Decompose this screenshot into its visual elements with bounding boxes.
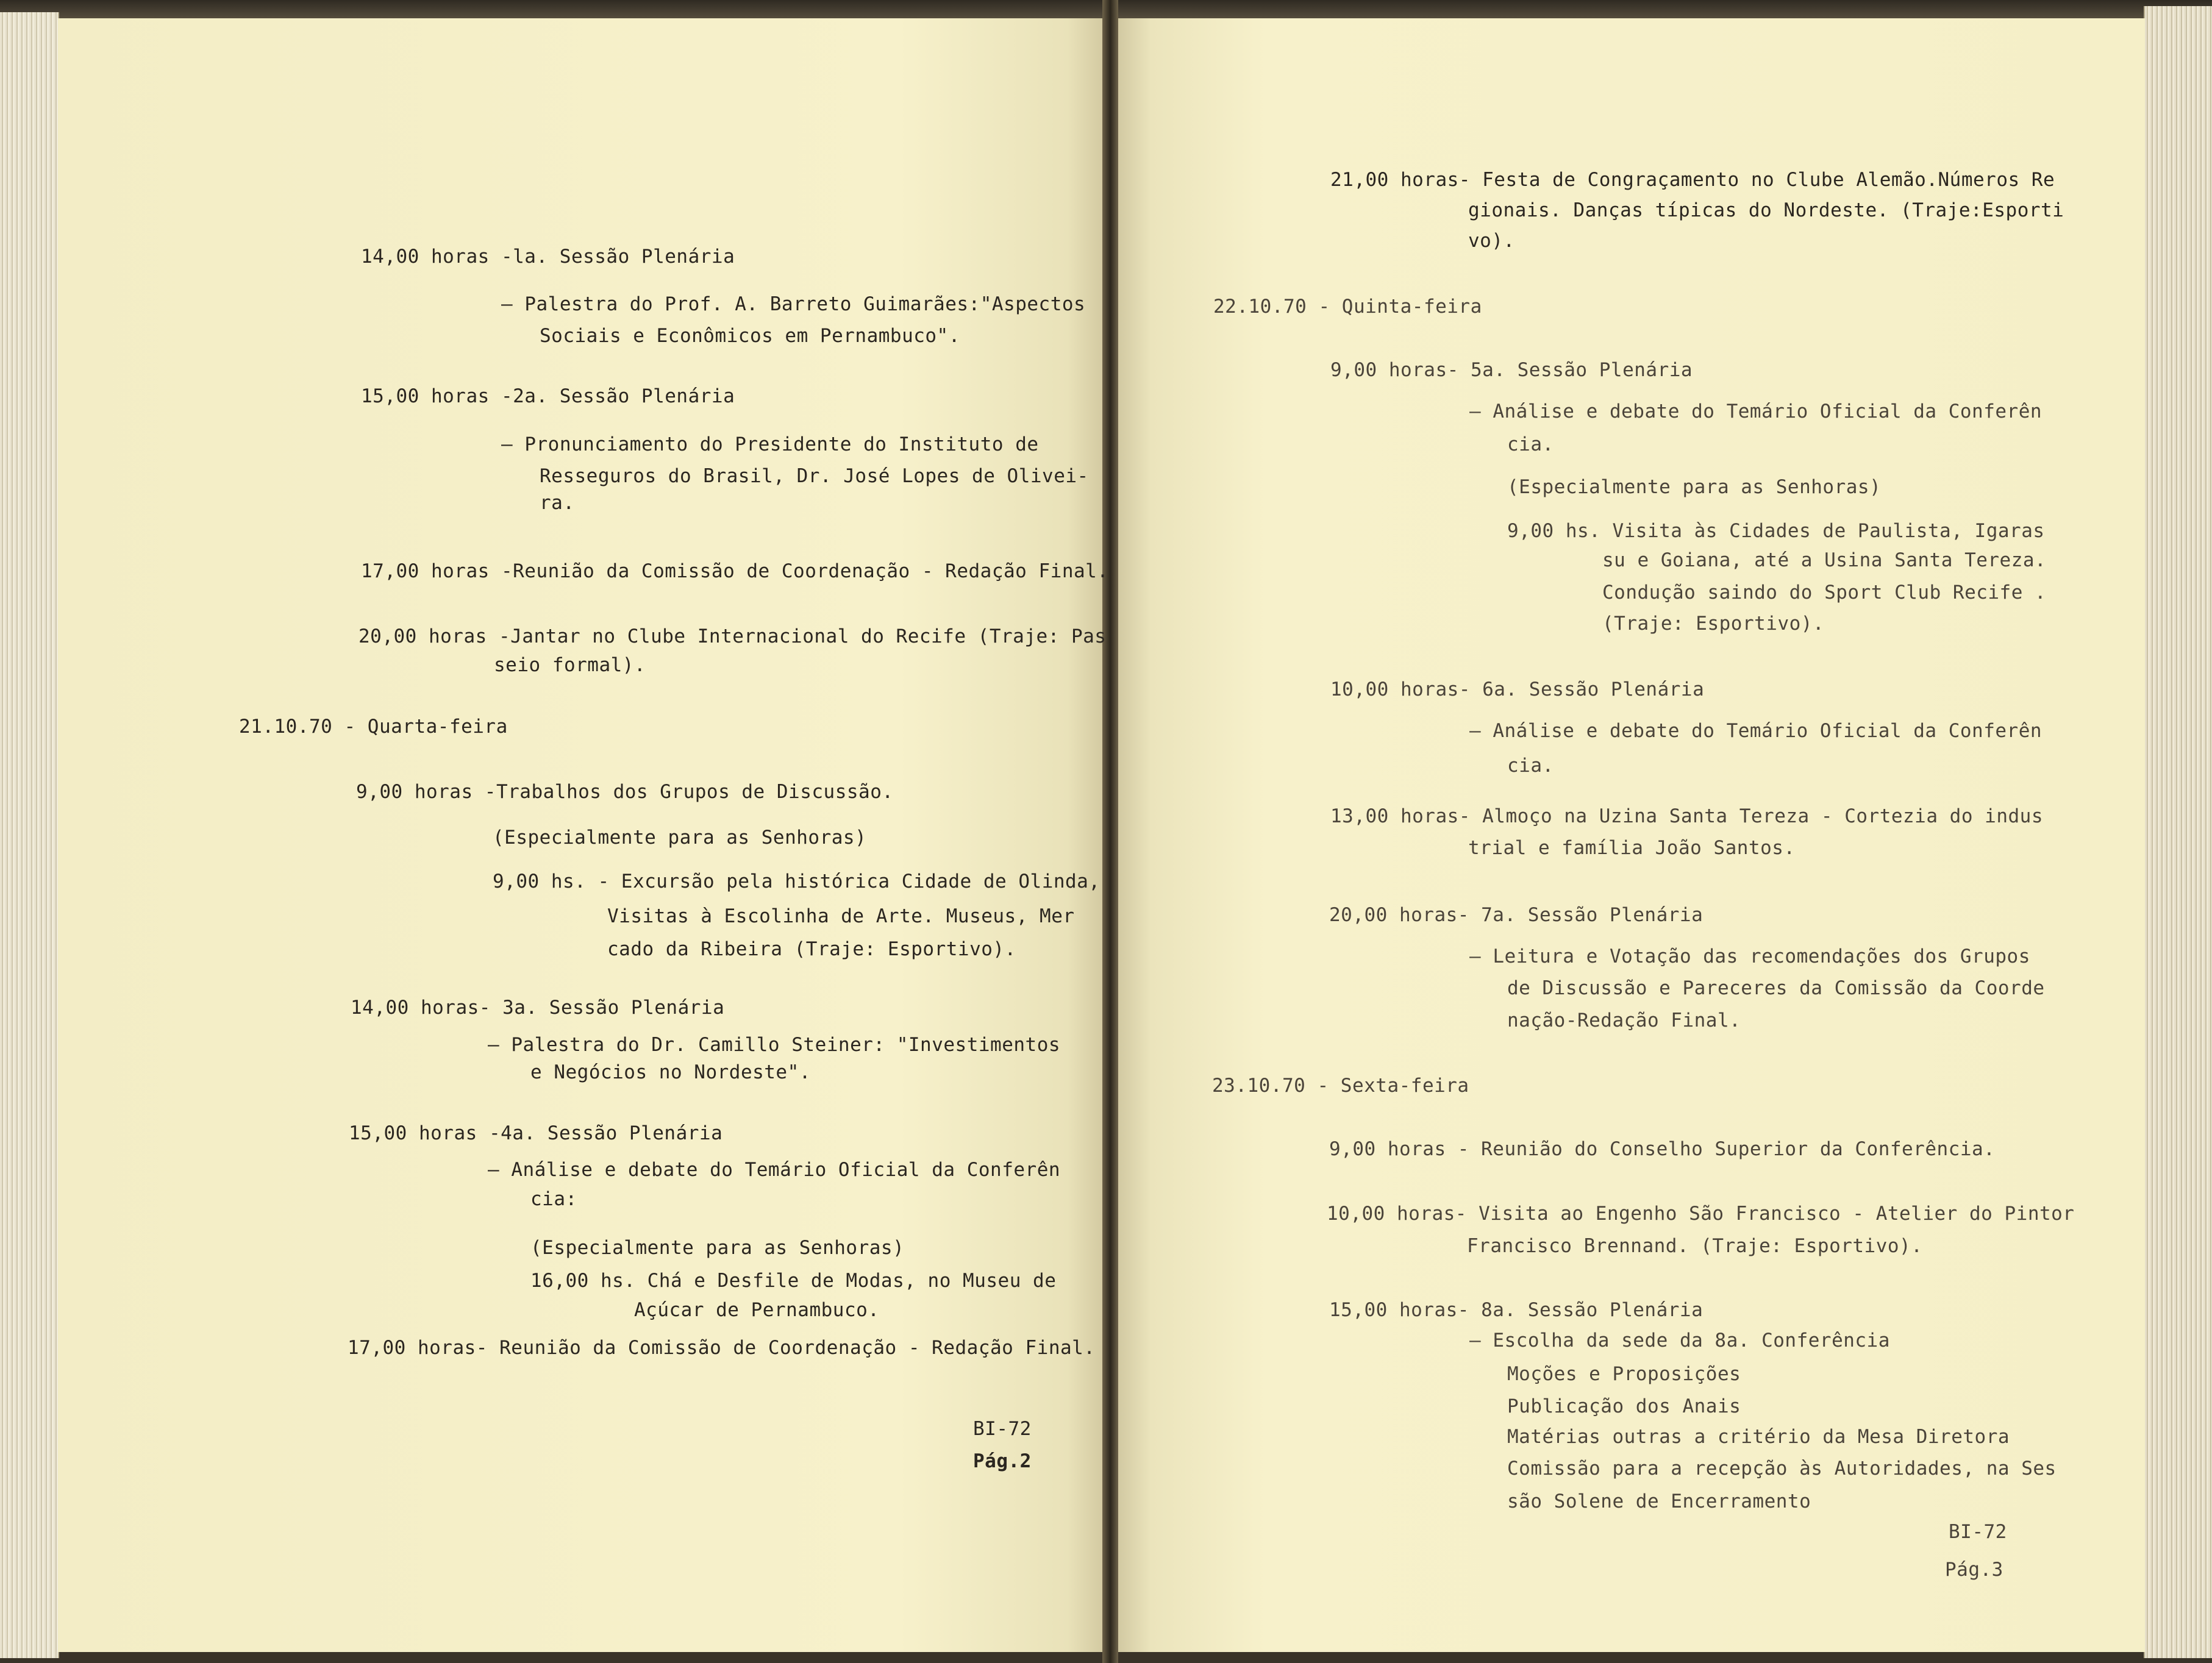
right-line-11: Condução saindo do Sport Club Recife . — [1602, 582, 2047, 604]
right-line-30: Matérias outras a critério da Mesa Diretora — [1507, 1426, 2010, 1448]
left-line-6: Resseguros do Brasil, Dr. José Lopes de Olivei- — [540, 465, 1089, 487]
page-edges-left — [0, 12, 59, 1658]
right-line-21: nação-Redação Final. — [1507, 1010, 1741, 1031]
left-line-13: (Especialmente para as Senhoras) — [493, 827, 867, 849]
right-page-number: Pág.3 — [1945, 1559, 2003, 1581]
right-line-10: su e Goiana, até a Usina Santa Tereza. — [1602, 549, 2047, 571]
right-line-16: 13,00 horas- Almoço na Uzina Santa Tereza - Cortezia do indus — [1330, 805, 2043, 827]
left-line-21: — Análise e debate do Temário Oficial da Conferên — [488, 1159, 1061, 1181]
right-line-19: — Leitura e Votação das recomendações dos Grupos — [1469, 945, 2030, 967]
right-page-code: BI-72 — [1949, 1521, 2007, 1543]
left-line-20: 15,00 horas -4a. Sessão Plenária — [349, 1122, 723, 1144]
right-line-27: — Escolha da sede da 8a. Conferência — [1469, 1330, 1890, 1351]
right-line-32: são Solene de Encerramento — [1507, 1490, 1811, 1512]
right-line-8: (Especialmente para as Senhoras) — [1507, 476, 1882, 498]
right-line-14: — Análise e debate do Temário Oficial da Conferên — [1469, 720, 2043, 742]
right-line-18: 20,00 horas- 7a. Sessão Plenária — [1329, 904, 1704, 926]
left-line-12: 9,00 horas -Trabalhos dos Grupos de Discussão. — [356, 781, 894, 803]
right-line-24: 10,00 horas- Visita ao Engenho São Francisco - Atelier do Pintor — [1327, 1203, 2075, 1225]
right-line-9: 9,00 hs. Visita às Cidades de Paulista, Igaras — [1507, 520, 2045, 542]
right-line-1: 21,00 horas- Festa de Congraçamento no Clube Alemão.Números Re — [1330, 169, 2055, 191]
left-line-2: — Palestra do Prof. A. Barreto Guimarães:"Aspectos — [501, 293, 1086, 315]
left-line-22: cia: — [530, 1188, 577, 1210]
right-line-13: 10,00 horas- 6a. Sessão Plenária — [1330, 678, 1705, 700]
left-line-15: Visitas à Escolinha de Arte. Museus, Mer — [607, 905, 1075, 927]
left-line-26: 17,00 horas- Reunião da Comissão de Coordenação - Redação Final. — [348, 1337, 1096, 1359]
page-edges-right — [2144, 6, 2212, 1658]
left-line-14: 9,00 hs. - Excursão pela histórica Cidade de Olinda, — [493, 871, 1101, 892]
left-line-3: Sociais e Econômicos em Pernambuco". — [540, 325, 960, 347]
right-line-7: cia. — [1507, 433, 1554, 455]
right-line-6: — Análise e debate do Temário Oficial da Conferên — [1469, 401, 2043, 422]
right-line-28: Moções e Proposições — [1507, 1363, 1741, 1385]
right-date-heading-2: 23.10.70 - Sexta-feira — [1212, 1075, 1469, 1097]
right-line-17: trial e família João Santos. — [1468, 837, 1796, 859]
left-line-24: 16,00 hs. Chá e Desfile de Modas, no Museu de — [530, 1270, 1057, 1292]
left-line-1: 14,00 horas -la. Sessão Plenária — [361, 246, 735, 268]
right-line-12: (Traje: Esportivo). — [1602, 613, 1825, 635]
right-line-15: cia. — [1507, 755, 1554, 777]
left-line-5: — Pronunciamento do Presidente do Instituto de — [501, 433, 1039, 455]
right-line-25: Francisco Brennand. (Traje: Esportivo). — [1467, 1235, 1923, 1257]
left-line-9: 20,00 horas -Jantar no Clube Internacional do Recife (Traje: Pas — [359, 625, 1107, 647]
left-line-18: — Palestra do Dr. Camillo Steiner: "Investimentos — [488, 1034, 1061, 1056]
left-line-19: e Negócios no Nordeste". — [530, 1061, 811, 1083]
left-page-number: Pág.2 — [973, 1450, 1032, 1472]
left-page-code: BI-72 — [973, 1418, 1032, 1440]
left-date-heading: 21.10.70 - Quarta-feira — [239, 716, 508, 738]
right-line-23: 9,00 horas - Reunião do Conselho Superior da Conferência. — [1329, 1138, 1996, 1160]
right-date-heading-1: 22.10.70 - Quinta-feira — [1213, 296, 1482, 318]
right-line-20: de Discussão e Pareceres da Comissão da Coorde — [1507, 977, 2045, 999]
book-gutter — [1102, 0, 1118, 1663]
right-line-2: gionais. Danças típicas do Nordeste. (Traje:Esporti — [1468, 199, 2064, 221]
left-line-4: 15,00 horas -2a. Sessão Plenária — [361, 385, 735, 407]
left-line-17: 14,00 horas- 3a. Sessão Plenária — [351, 997, 725, 1019]
left-line-10: seio formal). — [494, 654, 646, 676]
left-line-16: cado da Ribeira (Traje: Esportivo). — [607, 938, 1016, 960]
right-line-29: Publicação dos Anais — [1507, 1395, 1741, 1417]
left-line-7: ra. — [540, 492, 575, 514]
right-line-3: vo). — [1468, 230, 1515, 252]
left-line-25: Açúcar de Pernambuco. — [634, 1299, 880, 1321]
left-line-23: (Especialmente para as Senhoras) — [530, 1237, 905, 1259]
right-line-26: 15,00 horas- 8a. Sessão Plenária — [1329, 1299, 1704, 1321]
left-line-8: 17,00 horas -Reunião da Comissão de Coordenação - Redação Final. — [361, 560, 1109, 582]
right-line-5: 9,00 horas- 5a. Sessão Plenária — [1330, 359, 1693, 381]
right-line-31: Comissão para a recepção às Autoridades, na Ses — [1507, 1458, 2057, 1480]
